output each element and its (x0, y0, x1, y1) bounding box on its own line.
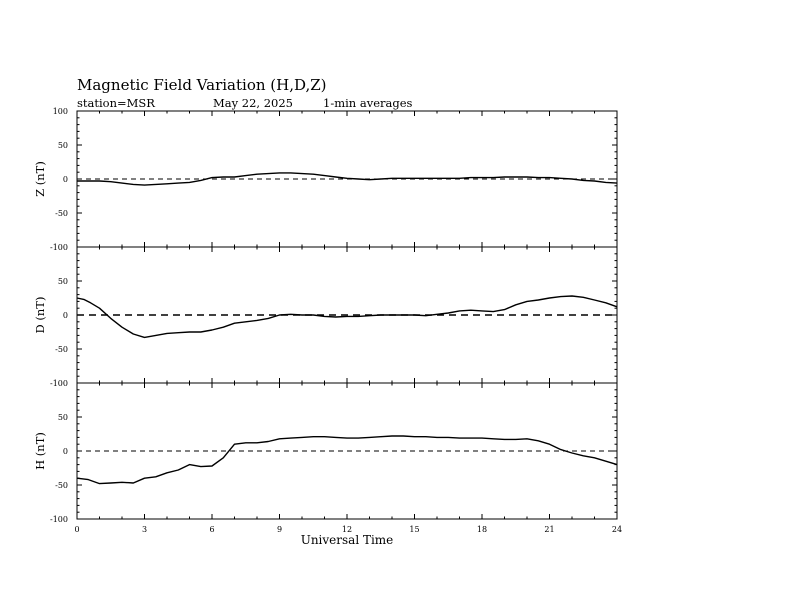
y-axis-label-h: H (nT) (33, 432, 47, 470)
y-tick-label-z: 50 (57, 141, 68, 150)
y-tick-label-h: -50 (55, 481, 68, 490)
y-tick-label-d: 50 (57, 277, 68, 286)
y-tick-label-d: 0 (62, 311, 68, 320)
date-label: May 22, 2025 (213, 96, 293, 110)
y-tick-label-d: -100 (50, 379, 68, 388)
x-tick-label: 12 (341, 525, 353, 534)
averaging-label: 1-min averages (323, 96, 413, 110)
y-tick-label-z: 100 (52, 107, 68, 116)
x-tick-label: 24 (611, 525, 623, 534)
y-tick-label-z: 0 (62, 175, 68, 184)
y-tick-label-z: -50 (55, 209, 68, 218)
y-tick-label-z: -100 (50, 243, 68, 252)
station-label: station=MSR (77, 96, 155, 110)
x-tick-label: 6 (209, 525, 215, 534)
x-tick-label: 0 (74, 525, 80, 534)
y-axis-label-d: D (nT) (33, 296, 47, 334)
y-tick-label-h: 50 (57, 413, 68, 422)
y-tick-label-h: -100 (50, 515, 68, 524)
y-axis-label-z: Z (nT) (33, 161, 47, 197)
series-line-h (77, 436, 617, 484)
series-line-d (77, 296, 617, 337)
x-tick-label: 15 (409, 525, 420, 534)
x-tick-label: 9 (276, 525, 283, 534)
x-axis-label: Universal Time (300, 533, 394, 547)
y-tick-label-h: 0 (62, 447, 68, 456)
y-tick-label-d: -50 (55, 345, 68, 354)
x-tick-label: 18 (476, 525, 488, 534)
x-tick-label: 21 (544, 525, 555, 534)
chart-title: Magnetic Field Variation (H,D,Z) (77, 76, 327, 94)
x-tick-label: 3 (141, 525, 148, 534)
